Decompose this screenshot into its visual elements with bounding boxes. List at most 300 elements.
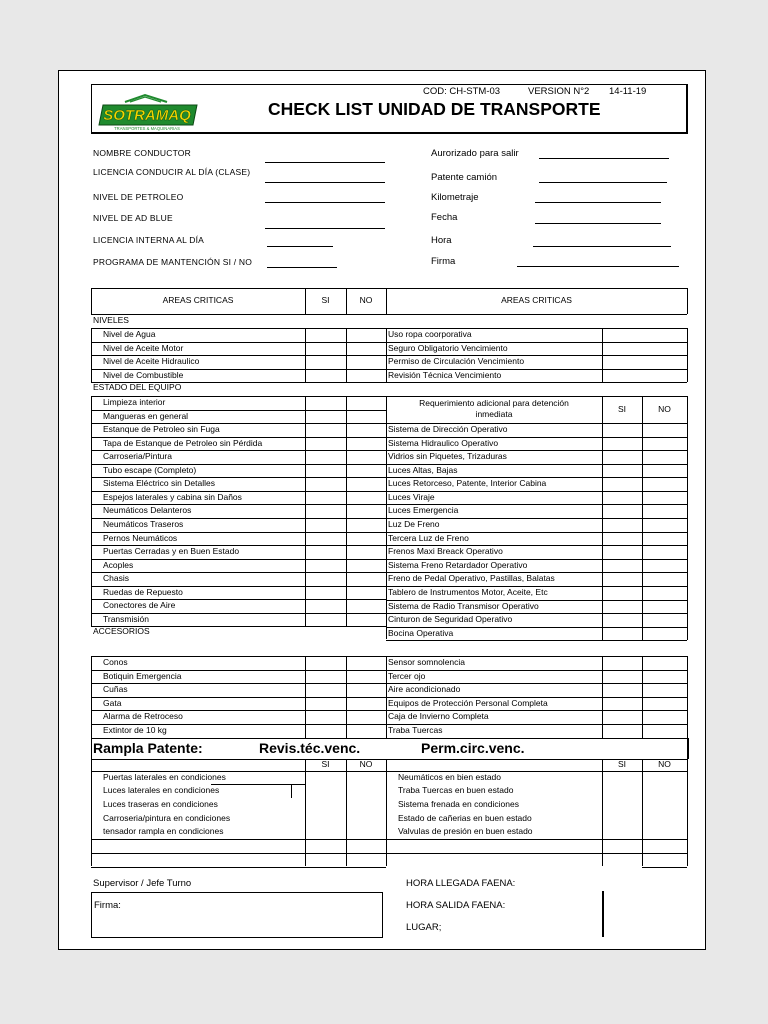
estado-left-item: Chasis bbox=[103, 573, 129, 584]
si-checkbox[interactable] bbox=[305, 798, 346, 812]
table-line bbox=[91, 853, 687, 854]
rampla-left-item: Carroseria/pintura en condiciones bbox=[103, 812, 231, 823]
no-checkbox[interactable] bbox=[346, 798, 386, 812]
si-checkbox[interactable] bbox=[602, 771, 642, 785]
si-checkbox[interactable] bbox=[305, 599, 346, 613]
no-checkbox[interactable] bbox=[642, 532, 687, 546]
no-checkbox[interactable] bbox=[642, 825, 687, 839]
si-checkbox[interactable] bbox=[602, 839, 642, 853]
table-line bbox=[687, 396, 688, 640]
estado-right-item: Freno de Pedal Operativo, Pastillas, Balatas bbox=[388, 573, 555, 584]
no-checkbox[interactable] bbox=[346, 559, 386, 573]
doc-version: VERSION N°2 bbox=[528, 86, 590, 97]
table-header-top bbox=[91, 288, 687, 289]
estado-right-item: Tercera Luz de Freno bbox=[388, 532, 469, 543]
no-checkbox[interactable] bbox=[642, 504, 687, 518]
table-line bbox=[642, 656, 643, 738]
table-line bbox=[386, 759, 387, 867]
accesorios-right-item: Equipos de Protección Personal Completa bbox=[388, 697, 548, 708]
footer-divider bbox=[602, 891, 604, 937]
si-checkbox[interactable] bbox=[305, 491, 346, 505]
no-checkbox[interactable] bbox=[642, 559, 687, 573]
si-checkbox[interactable] bbox=[602, 683, 642, 697]
section-accesorios: ACCESORIOS bbox=[93, 626, 150, 637]
rampla-patente-label: Rampla Patente: bbox=[93, 739, 203, 756]
no-checkbox[interactable] bbox=[346, 586, 386, 600]
hora-llegada-label: HORA LLEGADA FAENA: bbox=[406, 878, 516, 889]
table-line bbox=[346, 656, 347, 738]
si-checkbox[interactable] bbox=[305, 853, 346, 867]
si-checkbox[interactable] bbox=[602, 477, 642, 491]
si-checkbox[interactable] bbox=[602, 464, 642, 478]
field-label-right-2: Kilometraje bbox=[431, 192, 479, 203]
no-checkbox[interactable] bbox=[642, 710, 687, 724]
no-checkbox[interactable] bbox=[346, 532, 386, 546]
si-checkbox[interactable] bbox=[602, 697, 642, 711]
no-checkbox[interactable] bbox=[346, 656, 386, 670]
table-line bbox=[91, 532, 386, 533]
no-checkbox[interactable] bbox=[642, 600, 687, 614]
si-checkbox[interactable] bbox=[305, 342, 346, 356]
field-input-right-1[interactable] bbox=[539, 182, 667, 183]
si-checkbox[interactable] bbox=[602, 853, 642, 867]
table-line bbox=[91, 342, 687, 343]
estado-right-item: Sistema Hidraulico Operativo bbox=[388, 437, 499, 448]
si-checkbox[interactable] bbox=[602, 518, 642, 532]
estado-right-item: Luces Emergencia bbox=[388, 505, 459, 516]
accesorios-right-item: Tercer ojo bbox=[388, 670, 426, 681]
table-line bbox=[687, 328, 688, 382]
no-checkbox[interactable] bbox=[642, 586, 687, 600]
field-label-left-0: NOMBRE CONDUCTOR bbox=[93, 148, 191, 158]
rampla-left-item: Luces traseras en condiciones bbox=[103, 799, 218, 809]
table-line bbox=[91, 771, 687, 772]
table-line bbox=[91, 410, 386, 411]
no-checkbox[interactable] bbox=[346, 545, 386, 559]
no-checkbox[interactable] bbox=[642, 355, 687, 369]
si-checkbox[interactable] bbox=[602, 572, 642, 586]
rampla-right-item: Valvulas de presión en buen estado bbox=[398, 826, 533, 837]
niveles-right-item: Seguro Obligatorio Vencimiento bbox=[388, 342, 508, 353]
si-checkbox[interactable] bbox=[602, 504, 642, 518]
si-checkbox[interactable] bbox=[305, 355, 346, 369]
no-checkbox[interactable] bbox=[346, 724, 386, 738]
rampla-header-bottom bbox=[91, 759, 687, 760]
section-estado: ESTADO DEL EQUIPO bbox=[93, 382, 182, 393]
no-checkbox[interactable] bbox=[642, 839, 687, 853]
no-checkbox[interactable] bbox=[642, 613, 687, 627]
si-checkbox[interactable] bbox=[602, 450, 642, 464]
accesorios-left-item: Botiquin Emergencia bbox=[103, 670, 182, 681]
luces-laterales-tick bbox=[291, 784, 292, 798]
table-header-bottom bbox=[91, 314, 687, 315]
no-checkbox[interactable] bbox=[346, 670, 386, 684]
no-checkbox[interactable] bbox=[346, 369, 386, 383]
si-checkbox[interactable] bbox=[305, 656, 346, 670]
requerimiento-no: NO bbox=[658, 404, 671, 414]
si-checkbox[interactable] bbox=[602, 613, 642, 627]
rampla-left-item: Luces laterales en condiciones bbox=[103, 785, 220, 796]
svg-text:TRANSPORTES & MAQUINARIAS: TRANSPORTES & MAQUINARIAS bbox=[114, 126, 180, 131]
sotramaq-logo bbox=[97, 93, 201, 131]
si-checkbox[interactable] bbox=[602, 812, 642, 826]
no-checkbox[interactable] bbox=[346, 464, 386, 478]
no-checkbox[interactable] bbox=[642, 771, 687, 785]
no-checkbox[interactable] bbox=[642, 477, 687, 491]
si-checkbox[interactable] bbox=[602, 355, 642, 369]
si-checkbox[interactable] bbox=[602, 532, 642, 546]
si-checkbox[interactable] bbox=[305, 839, 346, 853]
si-checkbox[interactable] bbox=[305, 518, 346, 532]
estado-left-item: Neumáticos Traseros bbox=[103, 518, 184, 529]
si-checkbox[interactable] bbox=[602, 369, 642, 383]
accesorios-left-item: Extintor de 10 kg bbox=[103, 725, 167, 735]
si-checkbox[interactable] bbox=[305, 437, 346, 451]
si-checkbox[interactable] bbox=[305, 710, 346, 724]
si-checkbox[interactable] bbox=[305, 423, 346, 437]
estado-right-item: Vidrios sin Piquetes, Trizaduras bbox=[388, 451, 507, 462]
table-header-no: NO bbox=[359, 295, 373, 305]
no-checkbox[interactable] bbox=[642, 798, 687, 812]
no-checkbox[interactable] bbox=[642, 724, 687, 738]
field-input-left-0[interactable] bbox=[265, 162, 385, 163]
si-checkbox[interactable] bbox=[602, 825, 642, 839]
si-checkbox[interactable] bbox=[602, 328, 642, 342]
no-checkbox[interactable] bbox=[346, 683, 386, 697]
no-checkbox[interactable] bbox=[642, 697, 687, 711]
estado-left-item: Puertas Cerradas y en Buen Estado bbox=[103, 546, 240, 557]
table-header-si: SI bbox=[321, 295, 330, 305]
niveles-left-item: Nivel de Aceite Motor bbox=[103, 342, 184, 353]
table-line bbox=[346, 328, 347, 382]
accesorios-left-item: Alarma de Retroceso bbox=[103, 711, 183, 722]
no-checkbox[interactable] bbox=[346, 328, 386, 342]
estado-right-item: Sistema de Radio Transmisor Operativo bbox=[388, 600, 539, 611]
estado-right-item: Tablero de Instrumentos Motor, Aceite, Etc bbox=[388, 586, 548, 597]
si-checkbox[interactable] bbox=[305, 572, 346, 586]
table-line bbox=[602, 759, 603, 867]
field-input-right-0[interactable] bbox=[539, 158, 669, 159]
doc-code: COD: CH-STM-03 bbox=[423, 86, 501, 97]
estado-right-item: Luz De Freno bbox=[388, 519, 440, 530]
field-input-right-3[interactable] bbox=[535, 223, 661, 224]
estado-left-item: Acoples bbox=[103, 559, 134, 570]
no-checkbox[interactable] bbox=[642, 812, 687, 826]
estado-left-item: Tubo escape (Completo) bbox=[103, 464, 197, 475]
no-checkbox[interactable] bbox=[346, 572, 386, 586]
no-checkbox[interactable] bbox=[346, 504, 386, 518]
field-input-left-2[interactable] bbox=[265, 202, 385, 203]
rampla-si-right: SI bbox=[617, 758, 627, 769]
table-line bbox=[91, 697, 687, 698]
no-checkbox[interactable] bbox=[642, 518, 687, 532]
table-line bbox=[91, 738, 687, 739]
no-checkbox[interactable] bbox=[346, 697, 386, 711]
table-line bbox=[305, 328, 306, 382]
estado-left-item: Transmisión bbox=[103, 613, 149, 624]
table-line bbox=[91, 545, 386, 546]
table-line bbox=[91, 738, 92, 759]
no-checkbox[interactable] bbox=[642, 342, 687, 356]
no-checkbox[interactable] bbox=[346, 342, 386, 356]
accesorios-left-item: Conos bbox=[103, 657, 128, 667]
si-checkbox[interactable] bbox=[602, 798, 642, 812]
table-line bbox=[91, 369, 687, 370]
si-checkbox[interactable] bbox=[305, 410, 346, 424]
estado-left-item: Neumáticos Delanteros bbox=[103, 505, 192, 516]
rampla-left-item: tensador rampla en condiciones bbox=[103, 826, 224, 837]
estado-right-item: Sistema Freno Retardador Operativo bbox=[388, 559, 528, 570]
accesorios-right-item: Traba Tuercas bbox=[388, 725, 443, 735]
estado-left-item: Sistema Eléctrico sin Detalles bbox=[103, 478, 215, 489]
table-line bbox=[642, 759, 643, 867]
table-line bbox=[642, 867, 687, 868]
si-checkbox[interactable] bbox=[305, 784, 346, 798]
lugar-label: LUGAR; bbox=[406, 922, 442, 933]
no-checkbox[interactable] bbox=[346, 613, 386, 627]
niveles-left-item: Nivel de Agua bbox=[103, 329, 156, 339]
section-niveles: NIVELES bbox=[93, 315, 129, 325]
rampla-right-item: Traba Tuercas en buen estado bbox=[398, 785, 514, 796]
no-checkbox[interactable] bbox=[346, 710, 386, 724]
accesorios-left-item: Cuñas bbox=[103, 684, 128, 695]
si-checkbox[interactable] bbox=[602, 724, 642, 738]
field-label-left-3: NIVEL DE AD BLUE bbox=[93, 213, 173, 223]
field-input-right-2[interactable] bbox=[535, 202, 661, 203]
no-checkbox[interactable] bbox=[346, 450, 386, 464]
table-line bbox=[687, 656, 688, 738]
estado-right-item: Luces Viraje bbox=[388, 491, 435, 502]
estado-left-item: Pernos Neumáticos bbox=[103, 532, 178, 543]
niveles-right-item: Revisión Técnica Vencimiento bbox=[388, 369, 502, 380]
field-input-right-5[interactable] bbox=[517, 266, 679, 267]
field-label-left-4: LICENCIA INTERNA AL DÍA bbox=[93, 235, 205, 245]
no-checkbox[interactable] bbox=[346, 853, 386, 867]
supervisor-signature-box[interactable] bbox=[91, 892, 383, 938]
rampla-left-item: Puertas laterales en condiciones bbox=[103, 771, 226, 782]
estado-left-item: Mangueras en general bbox=[103, 410, 189, 421]
table-line bbox=[602, 396, 603, 640]
field-label-right-0: Aurorizado para salir bbox=[431, 148, 519, 159]
si-checkbox[interactable] bbox=[602, 784, 642, 798]
rampla-no-left: NO bbox=[359, 758, 373, 769]
table-line bbox=[91, 613, 386, 614]
table-header-left: AREAS CRITICAS bbox=[162, 295, 234, 305]
si-checkbox[interactable] bbox=[305, 586, 346, 600]
no-checkbox[interactable] bbox=[642, 853, 687, 867]
table-line bbox=[91, 328, 687, 329]
table-line bbox=[91, 656, 687, 657]
table-line bbox=[602, 656, 603, 738]
field-label-right-5: Firma bbox=[431, 256, 456, 267]
table-line bbox=[91, 328, 92, 382]
rampla-right-item: Neumáticos en bien estado bbox=[398, 771, 502, 782]
no-checkbox[interactable] bbox=[642, 423, 687, 437]
no-checkbox[interactable] bbox=[346, 437, 386, 451]
no-checkbox[interactable] bbox=[642, 437, 687, 451]
si-checkbox[interactable] bbox=[602, 600, 642, 614]
si-checkbox[interactable] bbox=[602, 670, 642, 684]
table-line bbox=[91, 437, 386, 438]
table-line bbox=[91, 559, 386, 560]
estado-right-item: Sistema de Dirección Operativo bbox=[388, 424, 508, 434]
si-checkbox[interactable] bbox=[602, 627, 642, 641]
si-checkbox[interactable] bbox=[305, 545, 346, 559]
no-checkbox[interactable] bbox=[346, 518, 386, 532]
field-input-left-4[interactable] bbox=[267, 246, 333, 247]
table-line bbox=[386, 656, 387, 738]
table-line bbox=[91, 491, 386, 492]
table-line bbox=[687, 288, 688, 314]
table-line bbox=[91, 670, 687, 671]
rampla-right-item: Sistema frenada en condiciones bbox=[398, 799, 519, 809]
si-checkbox[interactable] bbox=[602, 423, 642, 437]
table-line bbox=[91, 396, 92, 626]
si-checkbox[interactable] bbox=[602, 545, 642, 559]
table-line bbox=[386, 640, 687, 641]
estado-left-item: Estanque de Petroleo sin Fuga bbox=[103, 424, 220, 435]
niveles-left-item: Nivel de Aceite Hidraulico bbox=[103, 356, 200, 367]
si-checkbox[interactable] bbox=[305, 369, 346, 383]
table-line bbox=[91, 518, 386, 519]
si-checkbox[interactable] bbox=[305, 613, 346, 627]
si-checkbox[interactable] bbox=[305, 396, 346, 410]
estado-left-item: Conectores de Aire bbox=[103, 600, 176, 611]
table-line bbox=[91, 450, 386, 451]
no-checkbox[interactable] bbox=[346, 410, 386, 424]
field-input-left-5[interactable] bbox=[267, 267, 337, 268]
si-checkbox[interactable] bbox=[305, 683, 346, 697]
si-checkbox[interactable] bbox=[602, 586, 642, 600]
niveles-right-item: Uso ropa coorporativa bbox=[388, 329, 472, 339]
si-checkbox[interactable] bbox=[305, 328, 346, 342]
table-line bbox=[91, 710, 687, 711]
field-input-left-1[interactable] bbox=[265, 182, 385, 183]
estado-left-item: Carroseria/Pintura bbox=[103, 451, 172, 462]
table-line bbox=[91, 477, 386, 478]
no-checkbox[interactable] bbox=[642, 627, 687, 641]
si-checkbox[interactable] bbox=[305, 477, 346, 491]
checklist-page bbox=[58, 70, 706, 950]
si-checkbox[interactable] bbox=[305, 464, 346, 478]
si-checkbox[interactable] bbox=[602, 437, 642, 451]
no-checkbox[interactable] bbox=[642, 784, 687, 798]
field-input-left-3[interactable] bbox=[265, 228, 385, 229]
no-checkbox[interactable] bbox=[642, 545, 687, 559]
doc-date: 14-11-19 bbox=[609, 86, 647, 97]
si-checkbox[interactable] bbox=[602, 342, 642, 356]
field-label-left-1: LICENCIA CONDUCIR AL DÍA (CLASE) bbox=[93, 167, 251, 177]
si-checkbox[interactable] bbox=[305, 812, 346, 826]
no-checkbox[interactable] bbox=[346, 396, 386, 410]
estado-left-item: Tapa de Estanque de Petroleo sin Pérdida bbox=[103, 437, 263, 448]
firma-label: Firma: bbox=[94, 900, 121, 911]
no-checkbox[interactable] bbox=[642, 656, 687, 670]
table-line bbox=[602, 328, 603, 382]
field-label-right-1: Patente camión bbox=[431, 172, 498, 183]
no-checkbox[interactable] bbox=[642, 683, 687, 697]
table-line bbox=[91, 423, 386, 424]
no-checkbox[interactable] bbox=[642, 491, 687, 505]
no-checkbox[interactable] bbox=[642, 464, 687, 478]
si-checkbox[interactable] bbox=[602, 559, 642, 573]
no-checkbox[interactable] bbox=[642, 572, 687, 586]
estado-left-item: Limpieza interior bbox=[103, 397, 166, 407]
table-line bbox=[91, 572, 386, 573]
no-checkbox[interactable] bbox=[346, 825, 386, 839]
estado-right-item: Luces Retorceso, Patente, Interior Cabina bbox=[388, 478, 547, 489]
requerimiento-title: Requerimiento adicional para detención inmediata bbox=[419, 398, 569, 419]
no-checkbox[interactable] bbox=[346, 477, 386, 491]
no-checkbox[interactable] bbox=[346, 839, 386, 853]
field-input-right-4[interactable] bbox=[533, 246, 671, 247]
accesorios-right-item: Caja de Invierno Completa bbox=[388, 711, 489, 722]
si-checkbox[interactable] bbox=[305, 504, 346, 518]
no-checkbox[interactable] bbox=[346, 771, 386, 785]
rampla-revis-label: Revis.téc.venc. bbox=[259, 739, 361, 756]
si-checkbox[interactable] bbox=[305, 771, 346, 785]
no-checkbox[interactable] bbox=[642, 450, 687, 464]
si-checkbox[interactable] bbox=[305, 559, 346, 573]
table-line bbox=[305, 396, 306, 626]
estado-right-item: Luces Altas, Bajas bbox=[388, 464, 458, 475]
table-line bbox=[687, 759, 688, 867]
si-checkbox[interactable] bbox=[602, 491, 642, 505]
no-checkbox[interactable] bbox=[346, 599, 386, 613]
si-checkbox[interactable] bbox=[305, 724, 346, 738]
no-checkbox[interactable] bbox=[642, 328, 687, 342]
si-checkbox[interactable] bbox=[305, 532, 346, 546]
no-checkbox[interactable] bbox=[346, 491, 386, 505]
si-checkbox[interactable] bbox=[305, 450, 346, 464]
table-line bbox=[305, 656, 306, 738]
table-line bbox=[91, 683, 687, 684]
table-line bbox=[91, 599, 386, 600]
table-line bbox=[346, 396, 347, 626]
estado-right-item: Cinturon de Seguridad Operativo bbox=[388, 614, 513, 625]
si-checkbox[interactable] bbox=[305, 825, 346, 839]
table-line bbox=[91, 867, 386, 868]
si-checkbox[interactable] bbox=[602, 656, 642, 670]
table-line bbox=[91, 355, 687, 356]
no-checkbox[interactable] bbox=[642, 369, 687, 383]
no-checkbox[interactable] bbox=[642, 670, 687, 684]
supervisor-label: Supervisor / Jefe Turno bbox=[93, 878, 192, 889]
si-checkbox[interactable] bbox=[305, 697, 346, 711]
table-line bbox=[642, 396, 643, 640]
accesorios-right-item: Sensor somnolencia bbox=[388, 657, 466, 667]
no-checkbox[interactable] bbox=[346, 355, 386, 369]
svg-text:SOTRAMAQ: SOTRAMAQ bbox=[103, 107, 191, 124]
table-line bbox=[91, 586, 386, 587]
no-checkbox[interactable] bbox=[346, 784, 386, 798]
estado-right-item: Bocina Operativa bbox=[388, 627, 454, 638]
no-checkbox[interactable] bbox=[346, 423, 386, 437]
si-checkbox[interactable] bbox=[602, 710, 642, 724]
accesorios-right-item: Aire acondicionado bbox=[388, 684, 461, 695]
table-header-right: AREAS CRITICAS bbox=[501, 295, 572, 305]
table-line bbox=[91, 839, 687, 840]
requerimiento-si: SI bbox=[617, 404, 627, 414]
si-checkbox[interactable] bbox=[305, 670, 346, 684]
table-line bbox=[91, 759, 92, 867]
niveles-right-item: Permiso de Circulación Vencimiento bbox=[388, 356, 525, 367]
hora-salida-label: HORA SALIDA FAENA: bbox=[406, 900, 506, 911]
estado-left-item: Espejos laterales y cabina sin Daños bbox=[103, 491, 242, 502]
field-label-right-4: Hora bbox=[431, 235, 452, 246]
rampla-no-right: NO bbox=[658, 758, 671, 769]
no-checkbox[interactable] bbox=[346, 812, 386, 826]
